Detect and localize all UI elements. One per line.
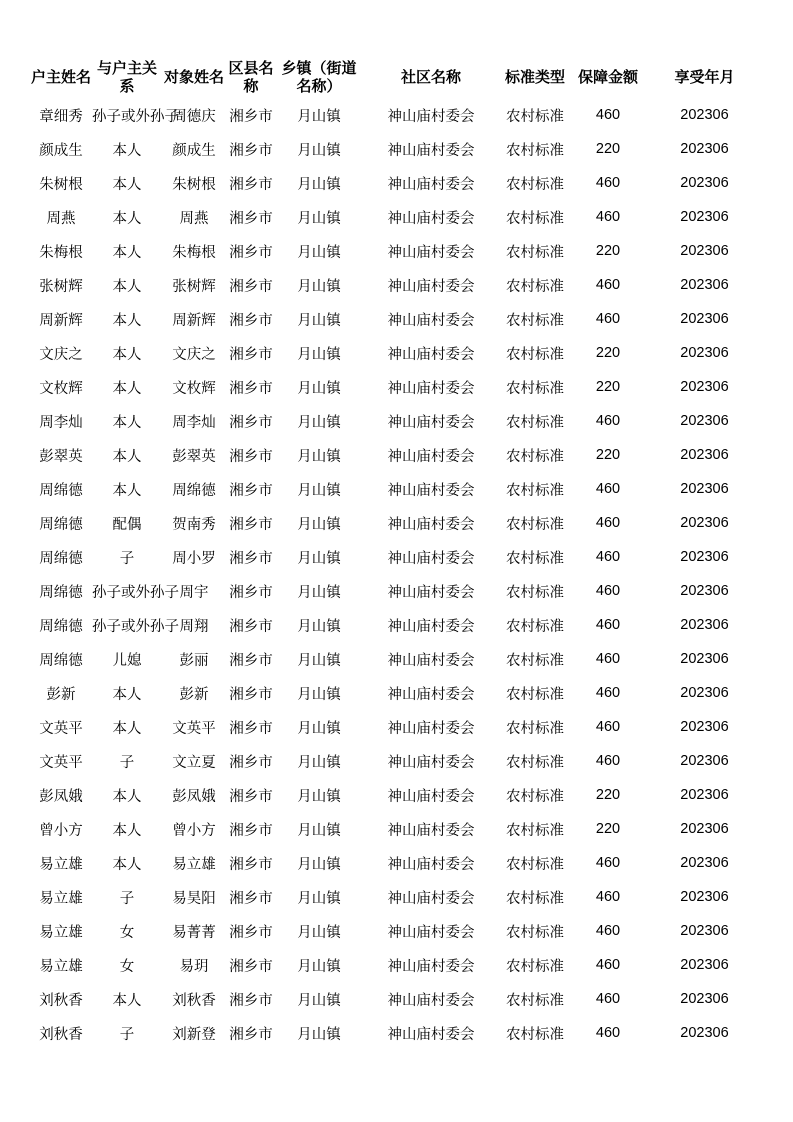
cell-town: 月山镇 (297, 346, 341, 363)
cell-town: 月山镇 (297, 720, 341, 737)
cell-town: 月山镇 (297, 176, 341, 193)
cell-recipient-name: 朱梅根 (172, 244, 216, 261)
cell-recipient-name: 彭新 (179, 686, 209, 703)
cell-town: 月山镇 (297, 142, 341, 159)
cell-householder-name: 文枚辉 (39, 380, 83, 397)
cell-householder-name: 朱梅根 (39, 244, 83, 261)
cell-relationship: 本人 (112, 788, 142, 805)
cell-amount: 460 (595, 107, 621, 123)
cell-town: 月山镇 (297, 890, 341, 907)
cell-standard-type: 农村标准 (506, 550, 564, 567)
cell-relationship: 本人 (112, 176, 142, 193)
cell-householder-name: 周绵德 (39, 482, 83, 499)
cell-householder-name: 易立雄 (39, 890, 83, 907)
cell-town: 月山镇 (297, 788, 341, 805)
cell-month: 202306 (680, 787, 729, 803)
table-row (30, 438, 763, 472)
cell-town: 月山镇 (297, 958, 341, 975)
cell-community: 神山庙村委会 (387, 210, 475, 227)
cell-relationship: 子 (119, 550, 135, 567)
cell-amount: 460 (595, 991, 621, 1007)
cell-community: 神山庙村委会 (387, 856, 475, 873)
cell-amount: 460 (595, 413, 621, 429)
cell-recipient-name: 贺南秀 (172, 516, 216, 533)
cell-community: 神山庙村委会 (387, 346, 475, 363)
cell-standard-type: 农村标准 (506, 890, 564, 907)
cell-month: 202306 (680, 957, 729, 973)
cell-householder-name: 易立雄 (39, 958, 83, 975)
cell-month: 202306 (680, 175, 729, 191)
cell-county: 湘乡市 (229, 142, 273, 159)
table-row (30, 506, 763, 540)
cell-county: 湘乡市 (229, 414, 273, 431)
cell-householder-name: 颜成生 (39, 142, 83, 159)
cell-county: 湘乡市 (229, 856, 273, 873)
cell-community: 神山庙村委会 (387, 380, 475, 397)
cell-amount: 460 (595, 583, 621, 599)
table-row (30, 982, 763, 1016)
table-body (30, 98, 763, 1050)
cell-town: 月山镇 (297, 856, 341, 873)
cell-amount: 220 (595, 345, 621, 361)
cell-town: 月山镇 (297, 516, 341, 533)
cell-amount: 220 (595, 821, 621, 837)
table-row (30, 812, 763, 846)
cell-relationship: 孙子或外孙子 (92, 618, 179, 635)
cell-month: 202306 (680, 651, 729, 667)
cell-amount: 460 (595, 889, 621, 905)
cell-recipient-name: 刘新登 (172, 1026, 216, 1043)
cell-recipient-name: 易立雄 (172, 856, 216, 873)
cell-amount: 220 (595, 787, 621, 803)
table-row (30, 880, 763, 914)
cell-community: 神山庙村委会 (387, 244, 475, 261)
cell-standard-type: 农村标准 (506, 584, 564, 601)
cell-county: 湘乡市 (229, 652, 273, 669)
cell-community: 神山庙村委会 (387, 686, 475, 703)
cell-month: 202306 (680, 413, 729, 429)
cell-relationship: 儿媳 (112, 652, 142, 669)
cell-standard-type: 农村标准 (506, 754, 564, 771)
cell-relationship: 本人 (112, 142, 142, 159)
cell-householder-name: 朱树根 (39, 176, 83, 193)
cell-county: 湘乡市 (229, 958, 273, 975)
cell-relationship: 配偶 (112, 516, 142, 533)
cell-householder-name: 周绵德 (39, 652, 83, 669)
cell-county: 湘乡市 (229, 448, 273, 465)
cell-county: 湘乡市 (229, 380, 273, 397)
cell-month: 202306 (680, 345, 729, 361)
cell-relationship: 本人 (112, 278, 142, 295)
cell-householder-name: 彭新 (46, 686, 76, 703)
cell-amount: 460 (595, 311, 621, 327)
cell-town: 月山镇 (297, 754, 341, 771)
cell-county: 湘乡市 (229, 1026, 273, 1043)
cell-standard-type: 农村标准 (506, 244, 564, 261)
cell-relationship: 子 (119, 754, 135, 771)
cell-standard-type: 农村标准 (506, 822, 564, 839)
cell-community: 神山庙村委会 (387, 550, 475, 567)
header-community: 社区名称 (400, 68, 461, 86)
table-row (30, 302, 763, 336)
cell-month: 202306 (680, 277, 729, 293)
cell-town: 月山镇 (297, 482, 341, 499)
table-row (30, 778, 763, 812)
cell-town: 月山镇 (297, 618, 341, 635)
cell-householder-name: 周绵德 (39, 618, 83, 635)
cell-householder-name: 刘秋香 (39, 992, 83, 1009)
cell-county: 湘乡市 (229, 822, 273, 839)
cell-community: 神山庙村委会 (387, 108, 475, 125)
table-row (30, 574, 763, 608)
cell-county: 湘乡市 (229, 584, 273, 601)
cell-county: 湘乡市 (229, 754, 273, 771)
cell-town: 月山镇 (297, 924, 341, 941)
cell-relationship: 本人 (112, 686, 142, 703)
cell-relationship: 本人 (112, 482, 142, 499)
cell-month: 202306 (680, 991, 729, 1007)
cell-community: 神山庙村委会 (387, 822, 475, 839)
cell-standard-type: 农村标准 (506, 924, 564, 941)
cell-town: 月山镇 (297, 312, 341, 329)
cell-county: 湘乡市 (229, 312, 273, 329)
relief-recipients-table (30, 56, 763, 1050)
cell-relationship: 本人 (112, 720, 142, 737)
cell-month: 202306 (680, 855, 729, 871)
cell-county: 湘乡市 (229, 108, 273, 125)
cell-month: 202306 (680, 209, 729, 225)
header-month: 享受年月 (674, 68, 735, 86)
cell-recipient-name: 周燕 (179, 210, 209, 227)
cell-standard-type: 农村标准 (506, 210, 564, 227)
header-relationship: 与户主关系 (96, 59, 157, 95)
cell-county: 湘乡市 (229, 278, 273, 295)
cell-amount: 220 (595, 447, 621, 463)
table-row (30, 472, 763, 506)
cell-town: 月山镇 (297, 584, 341, 601)
cell-amount: 460 (595, 515, 621, 531)
cell-month: 202306 (680, 243, 729, 259)
cell-standard-type: 农村标准 (506, 618, 564, 635)
table-row (30, 234, 763, 268)
cell-standard-type: 农村标准 (506, 1026, 564, 1043)
cell-recipient-name: 易菁菁 (172, 924, 216, 941)
cell-month: 202306 (680, 753, 729, 769)
cell-month: 202306 (680, 719, 729, 735)
cell-community: 神山庙村委会 (387, 278, 475, 295)
cell-town: 月山镇 (297, 210, 341, 227)
cell-county: 湘乡市 (229, 516, 273, 533)
cell-amount: 460 (595, 1025, 621, 1041)
cell-month: 202306 (680, 515, 729, 531)
cell-recipient-name: 颜成生 (172, 142, 216, 159)
cell-recipient-name: 彭凤娥 (172, 788, 216, 805)
header-town: 乡镇（街道名称） (281, 59, 357, 95)
cell-amount: 460 (595, 277, 621, 293)
cell-community: 神山庙村委会 (387, 414, 475, 431)
cell-amount: 460 (595, 549, 621, 565)
cell-amount: 460 (595, 923, 621, 939)
cell-town: 月山镇 (297, 652, 341, 669)
cell-county: 湘乡市 (229, 346, 273, 363)
cell-recipient-name: 文庆之 (172, 346, 216, 363)
cell-county: 湘乡市 (229, 924, 273, 941)
cell-recipient-name: 易昊阳 (172, 890, 216, 907)
cell-standard-type: 农村标准 (506, 346, 564, 363)
cell-standard-type: 农村标准 (506, 992, 564, 1009)
table-row (30, 744, 763, 778)
cell-town: 月山镇 (297, 550, 341, 567)
cell-standard-type: 农村标准 (506, 958, 564, 975)
cell-recipient-name: 朱树根 (172, 176, 216, 193)
cell-standard-type: 农村标准 (506, 652, 564, 669)
cell-standard-type: 农村标准 (506, 312, 564, 329)
cell-town: 月山镇 (297, 686, 341, 703)
cell-month: 202306 (680, 379, 729, 395)
cell-community: 神山庙村委会 (387, 924, 475, 941)
cell-recipient-name: 易玥 (179, 958, 209, 975)
table-row (30, 540, 763, 574)
cell-month: 202306 (680, 685, 729, 701)
cell-relationship: 本人 (112, 992, 142, 1009)
cell-county: 湘乡市 (229, 176, 273, 193)
cell-standard-type: 农村标准 (506, 108, 564, 125)
cell-recipient-name: 张树辉 (172, 278, 216, 295)
cell-month: 202306 (680, 583, 729, 599)
cell-month: 202306 (680, 141, 729, 157)
cell-town: 月山镇 (297, 448, 341, 465)
cell-relationship: 本人 (112, 244, 142, 261)
cell-community: 神山庙村委会 (387, 890, 475, 907)
header-standard-type: 标准类型 (504, 68, 565, 86)
cell-amount: 460 (595, 685, 621, 701)
table-row (30, 1016, 763, 1050)
cell-standard-type: 农村标准 (506, 380, 564, 397)
cell-relationship: 子 (119, 890, 135, 907)
cell-community: 神山庙村委会 (387, 618, 475, 635)
cell-recipient-name: 周新辉 (172, 312, 216, 329)
cell-town: 月山镇 (297, 414, 341, 431)
cell-community: 神山庙村委会 (387, 142, 475, 159)
cell-amount: 460 (595, 855, 621, 871)
cell-householder-name: 周燕 (46, 210, 76, 227)
cell-amount: 460 (595, 957, 621, 973)
cell-relationship: 女 (119, 924, 135, 941)
cell-community: 神山庙村委会 (387, 482, 475, 499)
cell-recipient-name: 周小罗 (172, 550, 216, 567)
cell-standard-type: 农村标准 (506, 278, 564, 295)
cell-recipient-name: 刘秋香 (172, 992, 216, 1009)
cell-relationship: 孙子或外孙子 (92, 108, 179, 125)
cell-recipient-name: 周德庆 (172, 108, 216, 125)
cell-householder-name: 易立雄 (39, 856, 83, 873)
cell-relationship: 女 (119, 958, 135, 975)
cell-householder-name: 刘秋香 (39, 1026, 83, 1043)
table-row (30, 132, 763, 166)
cell-town: 月山镇 (297, 244, 341, 261)
cell-community: 神山庙村委会 (387, 176, 475, 193)
cell-amount: 220 (595, 141, 621, 157)
cell-amount: 460 (595, 481, 621, 497)
cell-amount: 460 (595, 753, 621, 769)
table-row (30, 98, 763, 132)
cell-recipient-name: 曾小方 (172, 822, 216, 839)
table-row (30, 710, 763, 744)
cell-standard-type: 农村标准 (506, 414, 564, 431)
cell-community: 神山庙村委会 (387, 992, 475, 1009)
cell-standard-type: 农村标准 (506, 142, 564, 159)
cell-county: 湘乡市 (229, 788, 273, 805)
cell-community: 神山庙村委会 (387, 312, 475, 329)
cell-householder-name: 文英平 (39, 720, 83, 737)
cell-community: 神山庙村委会 (387, 788, 475, 805)
cell-relationship: 本人 (112, 414, 142, 431)
table-row (30, 676, 763, 710)
cell-householder-name: 张树辉 (39, 278, 83, 295)
cell-standard-type: 农村标准 (506, 516, 564, 533)
cell-standard-type: 农村标准 (506, 686, 564, 703)
cell-month: 202306 (680, 1025, 729, 1041)
cell-town: 月山镇 (297, 108, 341, 125)
table-row (30, 846, 763, 880)
cell-householder-name: 易立雄 (39, 924, 83, 941)
cell-recipient-name: 周李灿 (172, 414, 216, 431)
header-householder-name: 户主姓名 (30, 68, 91, 86)
cell-relationship: 本人 (112, 822, 142, 839)
header-county: 区县名称 (228, 59, 274, 95)
cell-county: 湘乡市 (229, 550, 273, 567)
table-row (30, 914, 763, 948)
cell-amount: 460 (595, 617, 621, 633)
table-row (30, 948, 763, 982)
cell-recipient-name: 周翔 (179, 618, 209, 635)
header-row (30, 56, 763, 98)
cell-householder-name: 周新辉 (39, 312, 83, 329)
cell-month: 202306 (680, 549, 729, 565)
cell-month: 202306 (680, 617, 729, 633)
cell-county: 湘乡市 (229, 618, 273, 635)
cell-recipient-name: 周宇 (179, 584, 209, 601)
cell-month: 202306 (680, 481, 729, 497)
cell-amount: 460 (595, 719, 621, 735)
cell-householder-name: 周李灿 (39, 414, 83, 431)
cell-month: 202306 (680, 107, 729, 123)
cell-community: 神山庙村委会 (387, 448, 475, 465)
cell-relationship: 本人 (112, 346, 142, 363)
cell-county: 湘乡市 (229, 686, 273, 703)
cell-county: 湘乡市 (229, 244, 273, 261)
cell-month: 202306 (680, 311, 729, 327)
cell-standard-type: 农村标准 (506, 720, 564, 737)
cell-community: 神山庙村委会 (387, 720, 475, 737)
cell-householder-name: 章细秀 (39, 108, 83, 125)
cell-month: 202306 (680, 923, 729, 939)
cell-standard-type: 农村标准 (506, 176, 564, 193)
cell-householder-name: 文庆之 (39, 346, 83, 363)
cell-community: 神山庙村委会 (387, 584, 475, 601)
cell-householder-name: 彭翠英 (39, 448, 83, 465)
cell-month: 202306 (680, 447, 729, 463)
cell-recipient-name: 彭翠英 (172, 448, 216, 465)
cell-relationship: 本人 (112, 856, 142, 873)
cell-month: 202306 (680, 821, 729, 837)
cell-community: 神山庙村委会 (387, 652, 475, 669)
cell-community: 神山庙村委会 (387, 958, 475, 975)
table-row (30, 166, 763, 200)
cell-householder-name: 周绵德 (39, 550, 83, 567)
cell-recipient-name: 周绵德 (172, 482, 216, 499)
cell-county: 湘乡市 (229, 992, 273, 1009)
cell-county: 湘乡市 (229, 890, 273, 907)
table-row (30, 404, 763, 438)
cell-town: 月山镇 (297, 278, 341, 295)
header-amount: 保障金额 (577, 68, 638, 86)
table-row (30, 336, 763, 370)
cell-householder-name: 周绵德 (39, 584, 83, 601)
cell-amount: 460 (595, 175, 621, 191)
cell-community: 神山庙村委会 (387, 1026, 475, 1043)
cell-month: 202306 (680, 889, 729, 905)
cell-town: 月山镇 (297, 822, 341, 839)
cell-community: 神山庙村委会 (387, 754, 475, 771)
cell-relationship: 本人 (112, 312, 142, 329)
cell-county: 湘乡市 (229, 482, 273, 499)
table-row (30, 200, 763, 234)
table-row (30, 370, 763, 404)
cell-recipient-name: 文立夏 (172, 754, 216, 771)
cell-town: 月山镇 (297, 1026, 341, 1043)
cell-standard-type: 农村标准 (506, 448, 564, 465)
cell-county: 湘乡市 (229, 210, 273, 227)
table-row (30, 268, 763, 302)
table-row (30, 642, 763, 676)
cell-relationship: 孙子或外孙子 (92, 584, 179, 601)
cell-relationship: 本人 (112, 448, 142, 465)
cell-householder-name: 文英平 (39, 754, 83, 771)
cell-county: 湘乡市 (229, 720, 273, 737)
cell-recipient-name: 文英平 (172, 720, 216, 737)
cell-recipient-name: 彭丽 (179, 652, 209, 669)
cell-relationship: 本人 (112, 380, 142, 397)
cell-relationship: 子 (119, 1026, 135, 1043)
cell-amount: 220 (595, 243, 621, 259)
cell-standard-type: 农村标准 (506, 482, 564, 499)
cell-amount: 460 (595, 651, 621, 667)
cell-amount: 220 (595, 379, 621, 395)
cell-town: 月山镇 (297, 992, 341, 1009)
cell-householder-name: 曾小方 (39, 822, 83, 839)
table-row (30, 608, 763, 642)
cell-standard-type: 农村标准 (506, 788, 564, 805)
cell-recipient-name: 文枚辉 (172, 380, 216, 397)
cell-householder-name: 彭凤娥 (39, 788, 83, 805)
cell-amount: 460 (595, 209, 621, 225)
cell-householder-name: 周绵德 (39, 516, 83, 533)
cell-standard-type: 农村标准 (506, 856, 564, 873)
header-recipient-name: 对象姓名 (163, 68, 224, 86)
cell-town: 月山镇 (297, 380, 341, 397)
cell-community: 神山庙村委会 (387, 516, 475, 533)
cell-relationship: 本人 (112, 210, 142, 227)
